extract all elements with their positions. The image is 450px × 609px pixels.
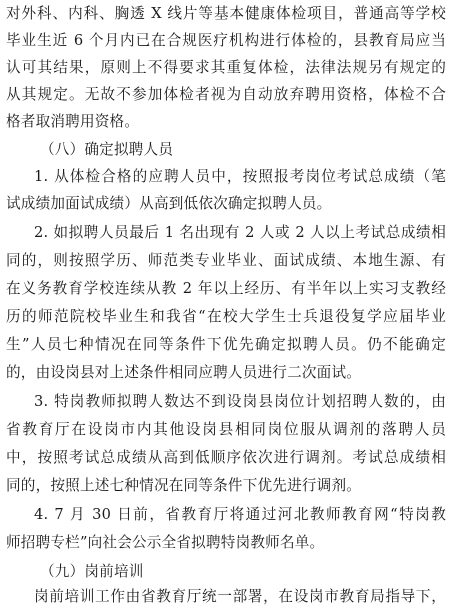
text-line: 从其规定。无故不参加体检者视为自动放弃聘用资格，体检不合 [6,86,446,103]
text-line: 同的，则按照学历、师范类专业毕业、面试成绩、本地生源、有 [6,252,446,269]
text-line: 试成绩加面试成绩）从高到低依次确定拟聘人员。 [6,195,332,212]
text-line: 省教育厅在设岗市内其他设岗县相同岗位服从调剂的落聘人员 [6,421,446,438]
section-heading: （八）确定拟聘人员 [40,141,174,158]
text-line: 3. 特岗教师拟聘人数达不到设岗县岗位计划招聘人数的，由 [34,393,446,410]
text-line: 师招聘专栏”向社会公示全省拟聘特岗教师名单。 [6,534,325,551]
text-line: 在义务教育学校连续从教 2 年以上经历、有半年以上实习支教经 [6,280,446,297]
text-line: 4. 7 月 30 日前，省教育厅将通过河北教师教育网“特岗教 [34,506,446,523]
text-line: 对外科、内科、胸透 X 线片等基本健康体检项目，普通高等学校 [6,5,446,22]
section-heading: （九）岗前培训 [40,563,144,580]
text-line: 历的师范院校毕业生和我省“在校大学生士兵退役复学应届毕业 [6,308,446,325]
text-line: 毕业生近 6 个月内已在合规医疗机构进行体检的，县教育局应当 [6,32,446,49]
text-line: 生”人员七种情况在同等条件下优先确定拟聘人员。仍不能确定 [6,336,446,353]
text-line: 1. 从体检合格的应聘人员中，按照报考岗位考试总成绩（笔 [34,168,446,185]
text-line: 认可其结果，原则上不得要求其重复体检，法律法规另有规定的 [6,59,446,76]
text-line: 的，由设岗县对上述条件相同应聘人员进行二次面试。 [6,364,362,381]
text-line: 中，按照考试总成绩从高到低顺序依次进行调剂。考试总成绩相 [6,449,446,466]
text-line: 岗前培训工作由省教育厅统一部署，在设岗市教育局指导下， [34,588,446,605]
text-line: 2. 如拟聘人员最后 1 名出现有 2 人或 2 人以上考试总成绩相 [34,224,446,241]
text-line: 同的，按照上述七种情况在同等条件下优先进行调剂。 [6,477,362,494]
text-line: 格者取消聘用资格。 [6,113,140,130]
